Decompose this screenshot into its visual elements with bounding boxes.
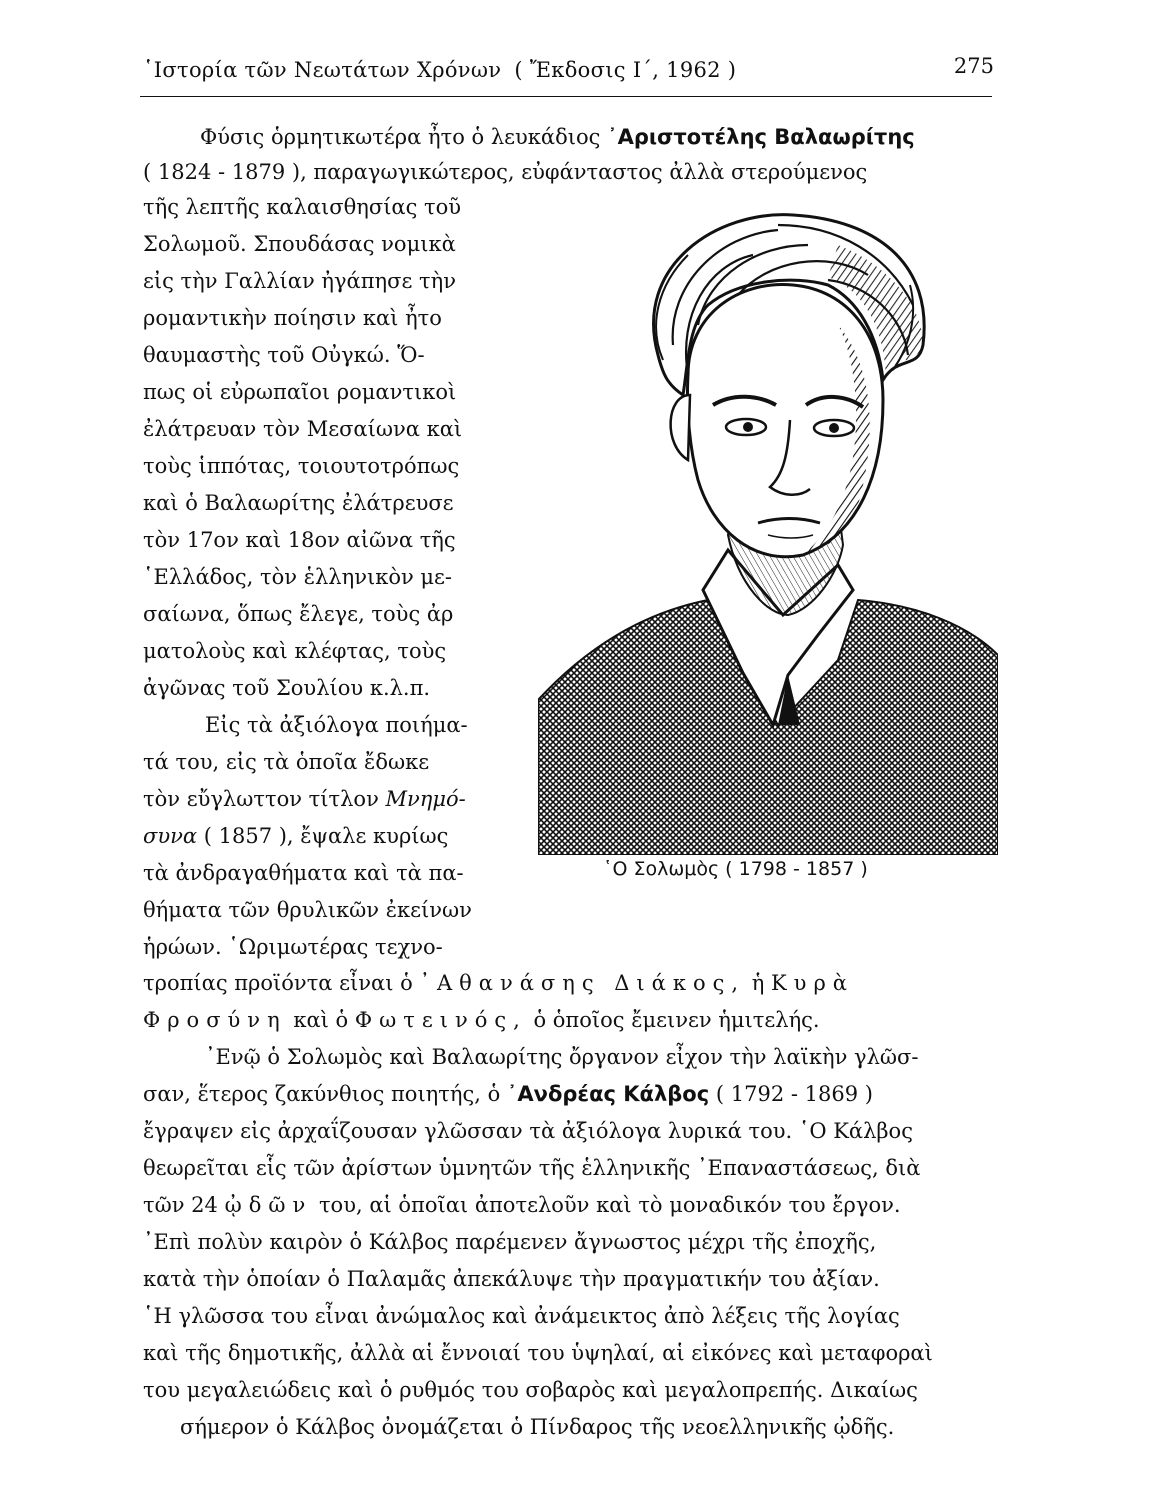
text-run: ( 1792 - 1869 ): [709, 1082, 873, 1106]
text-line: καὶ τῆς δημοτικῆς, ἀλλὰ αἱ ἔννοιαί του ὑψηλαί, αἱ εἰκόνες καὶ μεταφοραὶ: [143, 1341, 933, 1365]
text-line: ῾Η γλῶσσα του εἶναι ἀνώμαλος καὶ ἀνάμεικτος ἀπὸ λέξεις τῆς λογίας: [143, 1304, 900, 1328]
header-rule: [140, 96, 992, 97]
text-line: ἐλάτρευαν τὸν Μεσαίωνα καὶ: [143, 417, 463, 441]
text-line: ματολοὺς καὶ κλέφτας, τοὺς: [143, 639, 447, 663]
text-line: [143, 785, 466, 813]
page-number: 275: [953, 54, 994, 78]
text-run: τροπίας προϊόντα εἶναι ὁ: [143, 971, 420, 995]
text-line: θήματα τῶν θρυλικῶν ἐκείνων: [143, 898, 472, 922]
portrait-caption: ῾Ο Σολωμὸς ( 1798 - 1857 ): [603, 858, 868, 880]
text-line: τῆς λεπτῆς καλαισθησίας τοῦ: [143, 195, 462, 219]
text-line: ( 1824 - 1879 ), παραγωγικώτερος, εὐφάνταστος ἀλλὰ στερούμενος: [143, 160, 868, 184]
text-line: θεωρεῖται εἷς τῶν ἀρίστων ὑμνητῶν τῆς ἑλληνικῆς ᾿Επαναστάσεως, διὰ: [143, 1156, 921, 1180]
text-run: σαν, ἕτερος ζακύνθιος ποιητής, ὁ: [143, 1082, 507, 1106]
face-shape: [687, 285, 883, 557]
portrait-engraving: [538, 205, 998, 855]
text-line: [143, 969, 854, 997]
work-title-kyra: Κυρὰ: [770, 971, 854, 995]
person-name-kalvos: ᾿Ανδρέας Κάλβος: [506, 1082, 710, 1106]
text-line: τὸν 17ον καὶ 18ον αἰῶνα τῆς: [143, 528, 456, 552]
work-title-mnimosyna-cont: συνα: [143, 824, 198, 848]
text-run: τὸν εὔγλωττον τίτλον: [143, 787, 386, 811]
text-line: τοὺς ἱππότας, τοιουτοτρόπως: [143, 454, 460, 478]
text-line: ᾿Επὶ πολὺν καιρὸν ὁ Κάλβος παρέμενεν ἄγνωστος μέχρι τῆς ἐποχῆς,: [143, 1230, 877, 1254]
work-title-foteinos: Φωτεινός,: [354, 1008, 527, 1032]
text-line: τά του, εἰς τὰ ὁποῖα ἔδωκε: [143, 750, 430, 774]
text-line: Εἰς τὰ ἀξιόλογα ποιήμα-: [205, 713, 468, 737]
text-run: ( 1857 ), ἔψαλε κυρίως: [197, 824, 449, 848]
text-line: Σολωμοῦ. Σπουδάσας νομικὰ: [143, 232, 456, 256]
text-line: τὰ ἀνδραγαθήματα καὶ τὰ πα-: [143, 861, 464, 885]
text-line: θαυμαστὴς τοῦ Οὐγκώ. Ὅ-: [143, 343, 425, 367]
text-run: τῶν 24: [143, 1193, 225, 1217]
text-line: του μεγαλειώδεις καὶ ὁ ρυθμός του σοβαρὸς καὶ μεγαλοπρεπής. Δικαίως: [143, 1378, 918, 1402]
text-run: καὶ ὁ: [286, 1008, 355, 1032]
work-title-odes: ᾠδῶν: [224, 1193, 313, 1217]
text-line: πως οἱ εὐρωπαῖοι ρομαντικοὶ: [143, 380, 457, 404]
text-line: ἡρώων. ῾Ωριμωτέρας τεχνο-: [143, 935, 443, 959]
running-head: [143, 58, 993, 82]
text-line: [143, 822, 448, 850]
text-line: [200, 123, 915, 151]
text-run: ὁ ὁποῖος ἔμεινεν ἡμιτελής.: [526, 1008, 820, 1032]
text-line: κατὰ τὴν ὁποίαν ὁ Παλαμᾶς ἀπεκάλυψε τὴν πραγματικήν του ἀξίαν.: [143, 1267, 880, 1291]
text-line: [143, 1006, 820, 1034]
person-name-valaoritis: ᾿Αριστοτέλης Βαλαωρίτης: [607, 125, 915, 149]
text-run: Φύσις ὁρμητικωτέρα ἦτο ὁ λευκάδιος: [200, 125, 608, 149]
text-run: του, αἱ ὁποῖαι ἀποτελοῦν καὶ τὸ μοναδικόν του ἔργον.: [312, 1193, 901, 1217]
edition-note: ( Ἔκδοσις Ι΄, 1962 ): [514, 58, 737, 82]
text-line: [143, 1191, 901, 1219]
text-line: εἰς τὴν Γαλλίαν ἠγάπησε τὴν: [143, 269, 456, 293]
text-run: ἡ: [745, 971, 771, 995]
text-line: [143, 1080, 873, 1108]
text-line: ἀγῶνας τοῦ Σουλίου κ.λ.π.: [143, 676, 431, 700]
text-line: σαίωνα, ὅπως ἔλεγε, τοὺς ἀρ: [143, 602, 454, 626]
text-line: καὶ ὁ Βαλαωρίτης ἐλάτρευσε: [143, 491, 454, 515]
book-title: ῾Ιστορία τῶν Νεωτάτων Χρόνων: [143, 58, 502, 82]
text-line: ρομαντικὴν ποίησιν καὶ ἦτο: [143, 306, 442, 330]
work-title-frosyni: Φροσύνη: [143, 1008, 287, 1032]
work-title-mnimosyna: Μνημό-: [385, 787, 466, 811]
work-title-athanasis-diakos: ᾿Αθανάσης Διάκος,: [419, 971, 746, 995]
text-line: ῾Ελλάδος, τὸν ἑλληνικὸν με-: [143, 565, 453, 589]
text-line: ᾿Ενῷ ὁ Σολωμὸς καὶ Βαλαωρίτης ὄργανον εἶχον τὴν λαϊκὴν γλῶσ-: [205, 1045, 919, 1069]
text-line: ἔγραψεν εἰς ἀρχαΐζουσαν γλῶσσαν τὰ ἀξιόλογα λυρικά του. ῾Ο Κάλβος: [143, 1119, 913, 1143]
text-line: σήμερον ὁ Κάλβος ὀνομάζεται ὁ Πίνδαρος τῆς νεοελληνικῆς ᾠδῆς.: [180, 1415, 895, 1439]
